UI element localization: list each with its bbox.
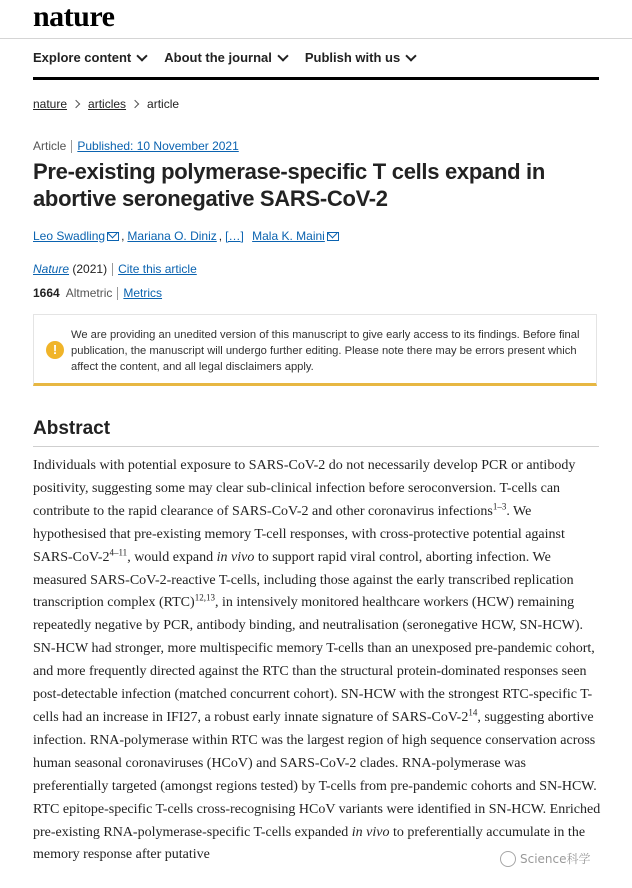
chevron-down-icon	[406, 50, 417, 61]
divider	[117, 287, 118, 300]
abstract-divider	[33, 446, 599, 447]
divider	[71, 140, 72, 153]
breadcrumb-nature[interactable]: nature	[33, 97, 68, 111]
journal-link[interactable]: Nature	[33, 262, 70, 276]
abstract-segment: . We hypothesised that pre-existing memory T-cell responses, with cross-protective potential against SARS-CoV-2	[33, 503, 565, 565]
published-date-link[interactable]: Published: 10 November 2021	[77, 139, 239, 153]
abstract-emphasis: in vivo	[216, 549, 255, 565]
altmetric-label: Altmetric	[65, 286, 113, 300]
article-stats	[33, 286, 162, 300]
breadcrumb-current: article	[147, 97, 180, 111]
wechat-icon	[500, 851, 516, 867]
metrics-link[interactable]: Metrics	[123, 286, 163, 300]
abstract-segment: , would expand	[127, 549, 217, 565]
nav-label: Explore content	[33, 50, 132, 65]
warning-icon: !	[46, 341, 64, 359]
abstract-segment: to support rapid viral control, aborting infection. We measured SARS-CoV-2-reactive T-cells, including those against the early transcribed replication transcription complex (RTC)	[33, 549, 574, 611]
breadcrumb-articles[interactable]: articles	[88, 97, 127, 111]
abstract-segment: , suggesting abortive infection. RNA-polymerase within RTC was the largest region of high sequence conservation across human seasonal coronaviruses (HCoV) and SARS-CoV-2 clades. RNA-polymerase was preferentially targeted (amongst regions tested) by T-cells from pre-pandemic cohorts and SN-HCW. RTC epitope-specific T-cells cross-recognising HCoV variants were identified in SN-HCW. Enriched pre-existing RNA-polymerase-specific T-cells expanded	[33, 709, 601, 840]
nav-explore-content[interactable]	[33, 50, 146, 65]
chevron-right-icon	[131, 100, 139, 108]
comma	[246, 229, 249, 243]
article-title: Pre-existing polymerase-specific T cells expand in abortive seronegative SARS-CoV-2	[33, 159, 545, 211]
abstract-text	[33, 455, 601, 867]
reference-link[interactable]: 4–11	[109, 546, 128, 557]
author-list	[33, 229, 339, 243]
author-link[interactable]: Mariana O. Diniz	[127, 229, 217, 243]
abstract-segment: , in intensively monitored healthcare workers (HCW) remaining repeatedly negative by PCR, antibody binding, and neutralisation (seronegative HCW, SN-HCW). SN-HCW had stronger, more multispecific memory T-cells than an unexposed pre-pandemic cohort, and more frequently directed against the RTC than the structural protein-dominated responses seen post-detectable infection (matched concurrent cohort). SN-HCW with the strongest RTC-specific T-cells had an increase in IFI27, a robust early innate signature of SARS-CoV-2	[33, 595, 595, 725]
chevron-down-icon	[137, 50, 148, 61]
main-nav	[33, 50, 433, 65]
article-meta	[33, 139, 239, 153]
author-link[interactable]: Mala K. Maini	[252, 229, 325, 243]
comma: ,	[121, 229, 125, 243]
nav-about-journal[interactable]	[164, 50, 287, 65]
citation-line	[33, 262, 197, 276]
breadcrumb	[33, 97, 179, 111]
reference-link[interactable]: 12,13	[194, 592, 215, 603]
divider	[112, 263, 113, 276]
article-type: Article	[33, 139, 67, 153]
comma: ,	[218, 229, 223, 243]
show-all-authors-button[interactable]: […]	[225, 229, 244, 243]
citation-year: (2021)	[72, 262, 108, 276]
nav-divider	[33, 77, 599, 80]
reference-link[interactable]: 1–3	[492, 501, 507, 512]
abstract-segment: to preferentially accumulate in the memory response after putative	[33, 824, 586, 863]
unedited-manuscript-notice	[33, 314, 597, 386]
header-divider	[0, 38, 632, 39]
cite-article-link[interactable]: Cite this article	[118, 262, 197, 276]
email-icon[interactable]	[107, 232, 119, 241]
reference-link[interactable]: 14	[468, 707, 478, 718]
abstract-emphasis: in vivo	[351, 824, 390, 840]
notice-text: We are providing an unedited version of this manuscript to give early access to its findings. Before final publication, the manuscript will undergo further editing. Please note there may be errors present which affect the content, and all legal disclaimers apply.	[71, 329, 580, 373]
nav-publish[interactable]	[305, 50, 415, 65]
watermark-text: Science科学	[520, 852, 591, 866]
nav-label: About the journal	[164, 50, 272, 65]
chevron-down-icon	[277, 50, 288, 61]
nature-logo[interactable]: nature	[33, 0, 115, 33]
author-link[interactable]: Leo Swadling	[33, 229, 106, 243]
altmetric-score: 1664	[33, 286, 60, 300]
abstract-segment: Individuals with potential exposure to SARS-CoV-2 do not necessarily develop PCR or antibody positivity, suggesting some may clear sub-clinical infection before seroconversion. T-cells can contribute to the rapid clearance of SARS-CoV-2 and other coronavirus infections	[33, 458, 576, 519]
watermark	[500, 850, 591, 867]
abstract-heading: Abstract	[33, 418, 111, 439]
chevron-right-icon	[72, 100, 80, 108]
email-icon[interactable]	[327, 232, 339, 241]
nav-label: Publish with us	[304, 50, 401, 65]
